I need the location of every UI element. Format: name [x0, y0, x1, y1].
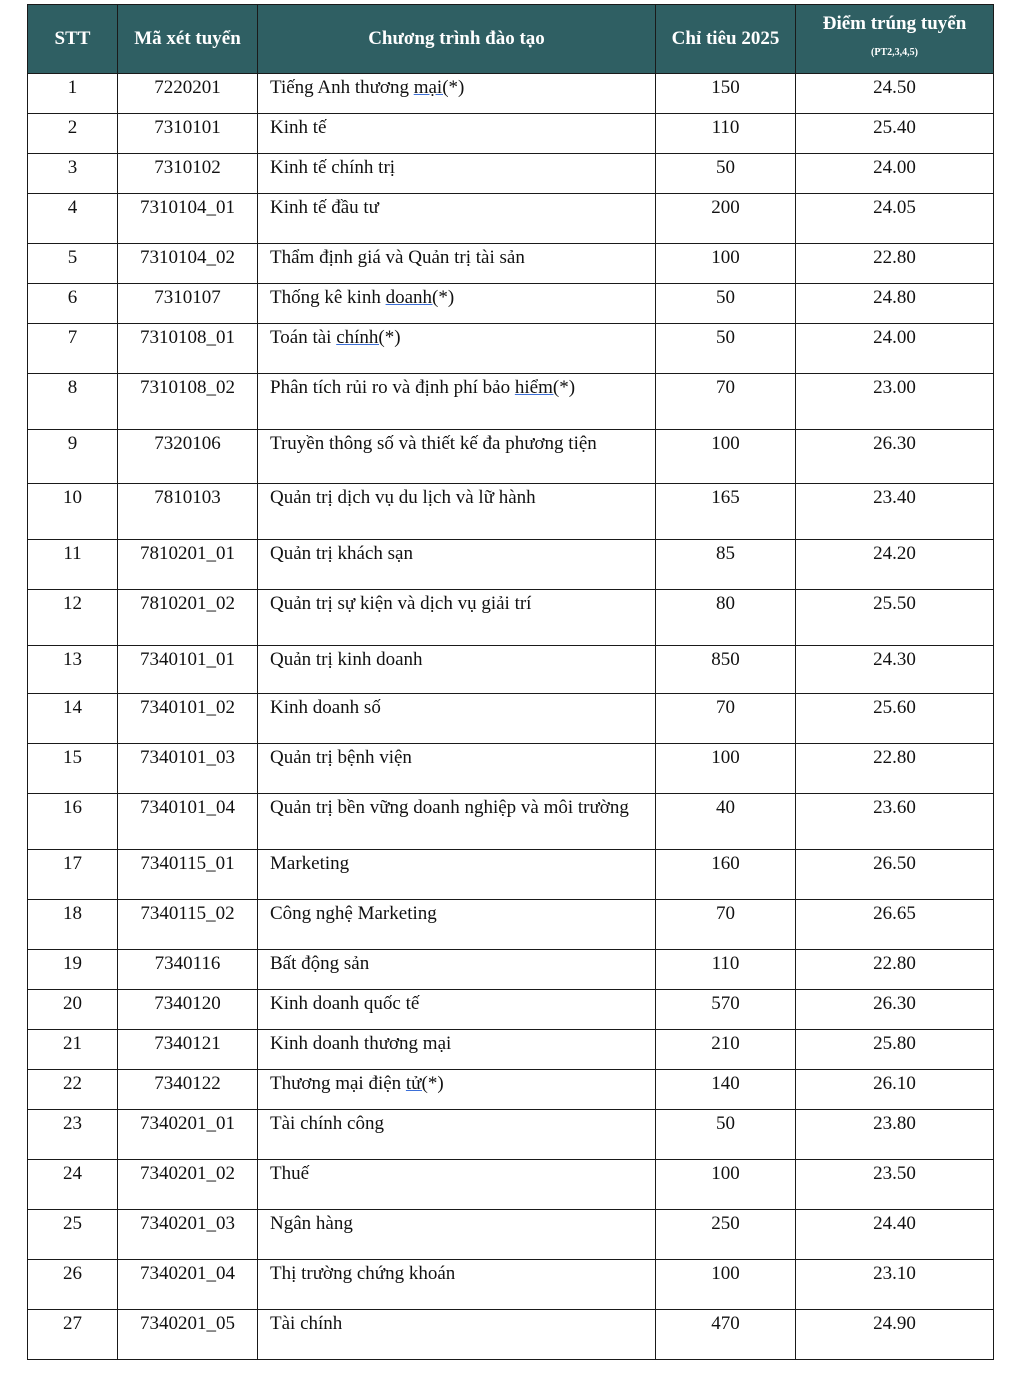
cell-score: 25.80 [796, 1030, 994, 1070]
cell-program: Thương mại điện tử(*) [258, 1070, 656, 1110]
table-row [28, 1260, 994, 1310]
cell-stt: 14 [28, 694, 118, 744]
cell-score: 24.00 [796, 324, 994, 374]
table-row [28, 1110, 994, 1160]
cell-code: 7310101 [118, 114, 258, 154]
table-row [28, 324, 994, 374]
table-row [28, 540, 994, 590]
cell-stt: 27 [28, 1310, 118, 1360]
cell-stt: 18 [28, 900, 118, 950]
cell-score: 24.30 [796, 646, 994, 694]
cell-stt: 25 [28, 1210, 118, 1260]
cell-code: 7310102 [118, 154, 258, 194]
cell-stt: 26 [28, 1260, 118, 1310]
cell-stt: 7 [28, 324, 118, 374]
table-row [28, 590, 994, 646]
cell-program: Quản trị bền vững doanh nghiệp và môi trường [258, 794, 656, 850]
cell-score: 23.00 [796, 374, 994, 430]
cell-code: 7340120 [118, 990, 258, 1030]
table-row [28, 244, 994, 284]
header-quota: Chỉ tiêu 2025 [656, 5, 796, 74]
cell-stt: 17 [28, 850, 118, 900]
cell-quota: 140 [656, 1070, 796, 1110]
cell-score: 22.80 [796, 244, 994, 284]
cell-code: 7320106 [118, 430, 258, 484]
cell-program: Kinh doanh quốc tế [258, 990, 656, 1030]
cell-code: 7810201_01 [118, 540, 258, 590]
cell-stt: 8 [28, 374, 118, 430]
cell-quota: 100 [656, 1260, 796, 1310]
cell-code: 7340201_02 [118, 1160, 258, 1210]
cell-code: 7810103 [118, 484, 258, 540]
cell-quota: 40 [656, 794, 796, 850]
cell-quota: 250 [656, 1210, 796, 1260]
cell-quota: 100 [656, 1160, 796, 1210]
cell-quota: 470 [656, 1310, 796, 1360]
cell-program: Quản trị khách sạn [258, 540, 656, 590]
cell-program: Toán tài chính(*) [258, 324, 656, 374]
cell-code: 7340101_01 [118, 646, 258, 694]
table-row [28, 114, 994, 154]
cell-score: 24.20 [796, 540, 994, 590]
cell-code: 7340121 [118, 1030, 258, 1070]
cell-quota: 85 [656, 540, 796, 590]
cell-quota: 850 [656, 646, 796, 694]
header-score [796, 5, 994, 74]
cell-stt: 16 [28, 794, 118, 850]
admissions-table [27, 4, 994, 1360]
header-code: Mã xét tuyển [118, 5, 258, 74]
cell-stt: 10 [28, 484, 118, 540]
cell-quota: 100 [656, 430, 796, 484]
cell-program: Kinh tế đầu tư [258, 194, 656, 244]
cell-score: 23.60 [796, 794, 994, 850]
cell-stt: 2 [28, 114, 118, 154]
cell-program: Kinh doanh số [258, 694, 656, 744]
cell-stt: 19 [28, 950, 118, 990]
cell-quota: 70 [656, 900, 796, 950]
cell-code: 7310108_01 [118, 324, 258, 374]
header-row [28, 5, 994, 74]
cell-program: Quản trị kinh doanh [258, 646, 656, 694]
header-score-title: Điểm trúng tuyển [822, 13, 967, 34]
cell-score: 23.10 [796, 1260, 994, 1310]
table-row [28, 484, 994, 540]
table-row [28, 374, 994, 430]
header-score-methods: (PT2,3,4,5) [871, 47, 918, 58]
cell-score: 23.40 [796, 484, 994, 540]
cell-program: Quản trị dịch vụ du lịch và lữ hành [258, 484, 656, 540]
cell-score: 22.80 [796, 950, 994, 990]
cell-quota: 160 [656, 850, 796, 900]
cell-score: 22.80 [796, 744, 994, 794]
cell-program: Tài chính công [258, 1110, 656, 1160]
cell-code: 7310107 [118, 284, 258, 324]
header-stt: STT [28, 5, 118, 74]
cell-quota: 210 [656, 1030, 796, 1070]
cell-quota: 70 [656, 694, 796, 744]
cell-program: Thẩm định giá và Quản trị tài sản [258, 244, 656, 284]
cell-score: 24.40 [796, 1210, 994, 1260]
cell-stt: 21 [28, 1030, 118, 1070]
table-body [28, 74, 994, 1360]
table-row [28, 900, 994, 950]
cell-code: 7340201_01 [118, 1110, 258, 1160]
cell-quota: 70 [656, 374, 796, 430]
table-row [28, 1030, 994, 1070]
cell-code: 7810201_02 [118, 590, 258, 646]
cell-quota: 50 [656, 1110, 796, 1160]
cell-score: 26.30 [796, 990, 994, 1030]
cell-score: 24.80 [796, 284, 994, 324]
table-header [28, 5, 994, 74]
cell-code: 7340201_03 [118, 1210, 258, 1260]
cell-program: Marketing [258, 850, 656, 900]
cell-stt: 9 [28, 430, 118, 484]
cell-stt: 4 [28, 194, 118, 244]
cell-quota: 570 [656, 990, 796, 1030]
cell-score: 26.65 [796, 900, 994, 950]
cell-code: 7340101_04 [118, 794, 258, 850]
cell-score: 26.50 [796, 850, 994, 900]
cell-stt: 1 [28, 74, 118, 114]
cell-code: 7220201 [118, 74, 258, 114]
cell-code: 7340115_02 [118, 900, 258, 950]
cell-program: Kinh doanh thương mại [258, 1030, 656, 1070]
cell-program: Ngân hàng [258, 1210, 656, 1260]
cell-program: Quản trị sự kiện và dịch vụ giải trí [258, 590, 656, 646]
cell-score: 25.50 [796, 590, 994, 646]
cell-stt: 22 [28, 1070, 118, 1110]
cell-quota: 80 [656, 590, 796, 646]
cell-stt: 12 [28, 590, 118, 646]
table-row [28, 1210, 994, 1260]
cell-score: 24.50 [796, 74, 994, 114]
table-row [28, 284, 994, 324]
cell-quota: 100 [656, 244, 796, 284]
table-row [28, 990, 994, 1030]
cell-stt: 20 [28, 990, 118, 1030]
cell-code: 7340115_01 [118, 850, 258, 900]
cell-score: 24.00 [796, 154, 994, 194]
cell-quota: 200 [656, 194, 796, 244]
cell-program: Bất động sản [258, 950, 656, 990]
cell-stt: 15 [28, 744, 118, 794]
cell-score: 26.10 [796, 1070, 994, 1110]
table-row [28, 154, 994, 194]
table-row [28, 950, 994, 990]
cell-quota: 110 [656, 114, 796, 154]
cell-score: 24.90 [796, 1310, 994, 1360]
cell-score: 25.60 [796, 694, 994, 744]
cell-code: 7340122 [118, 1070, 258, 1110]
table-row [28, 1310, 994, 1360]
cell-program: Truyền thông số và thiết kế đa phương tiện [258, 430, 656, 484]
cell-program: Công nghệ Marketing [258, 900, 656, 950]
cell-program: Phân tích rủi ro và định phí bảo hiểm(*) [258, 374, 656, 430]
table-row [28, 850, 994, 900]
cell-program: Thị trường chứng khoán [258, 1260, 656, 1310]
cell-program: Kinh tế chính trị [258, 154, 656, 194]
header-program: Chương trình đào tạo [258, 5, 656, 74]
cell-quota: 50 [656, 324, 796, 374]
cell-program: Tài chính [258, 1310, 656, 1360]
cell-stt: 13 [28, 646, 118, 694]
cell-stt: 23 [28, 1110, 118, 1160]
cell-score: 26.30 [796, 430, 994, 484]
cell-program: Kinh tế [258, 114, 656, 154]
cell-code: 7340201_05 [118, 1310, 258, 1360]
cell-program: Tiếng Anh thương mại(*) [258, 74, 656, 114]
cell-code: 7340101_02 [118, 694, 258, 744]
cell-code: 7340101_03 [118, 744, 258, 794]
table-row [28, 194, 994, 244]
cell-quota: 165 [656, 484, 796, 540]
cell-quota: 110 [656, 950, 796, 990]
cell-stt: 11 [28, 540, 118, 590]
table-row [28, 74, 994, 114]
cell-score: 24.05 [796, 194, 994, 244]
table-row [28, 694, 994, 744]
cell-stt: 5 [28, 244, 118, 284]
table-row [28, 744, 994, 794]
table-row [28, 1070, 994, 1110]
cell-stt: 24 [28, 1160, 118, 1210]
table-row [28, 646, 994, 694]
cell-quota: 50 [656, 154, 796, 194]
cell-score: 23.50 [796, 1160, 994, 1210]
cell-stt: 3 [28, 154, 118, 194]
cell-program: Quản trị bệnh viện [258, 744, 656, 794]
cell-quota: 50 [656, 284, 796, 324]
cell-program: Thuế [258, 1160, 656, 1210]
cell-code: 7310104_02 [118, 244, 258, 284]
cell-code: 7340201_04 [118, 1260, 258, 1310]
cell-stt: 6 [28, 284, 118, 324]
table-row [28, 794, 994, 850]
cell-program: Thống kê kinh doanh(*) [258, 284, 656, 324]
cell-score: 25.40 [796, 114, 994, 154]
cell-code: 7310104_01 [118, 194, 258, 244]
table-row [28, 430, 994, 484]
table-row [28, 1160, 994, 1210]
cell-score: 23.80 [796, 1110, 994, 1160]
cell-quota: 150 [656, 74, 796, 114]
cell-quota: 100 [656, 744, 796, 794]
cell-code: 7340116 [118, 950, 258, 990]
cell-code: 7310108_02 [118, 374, 258, 430]
